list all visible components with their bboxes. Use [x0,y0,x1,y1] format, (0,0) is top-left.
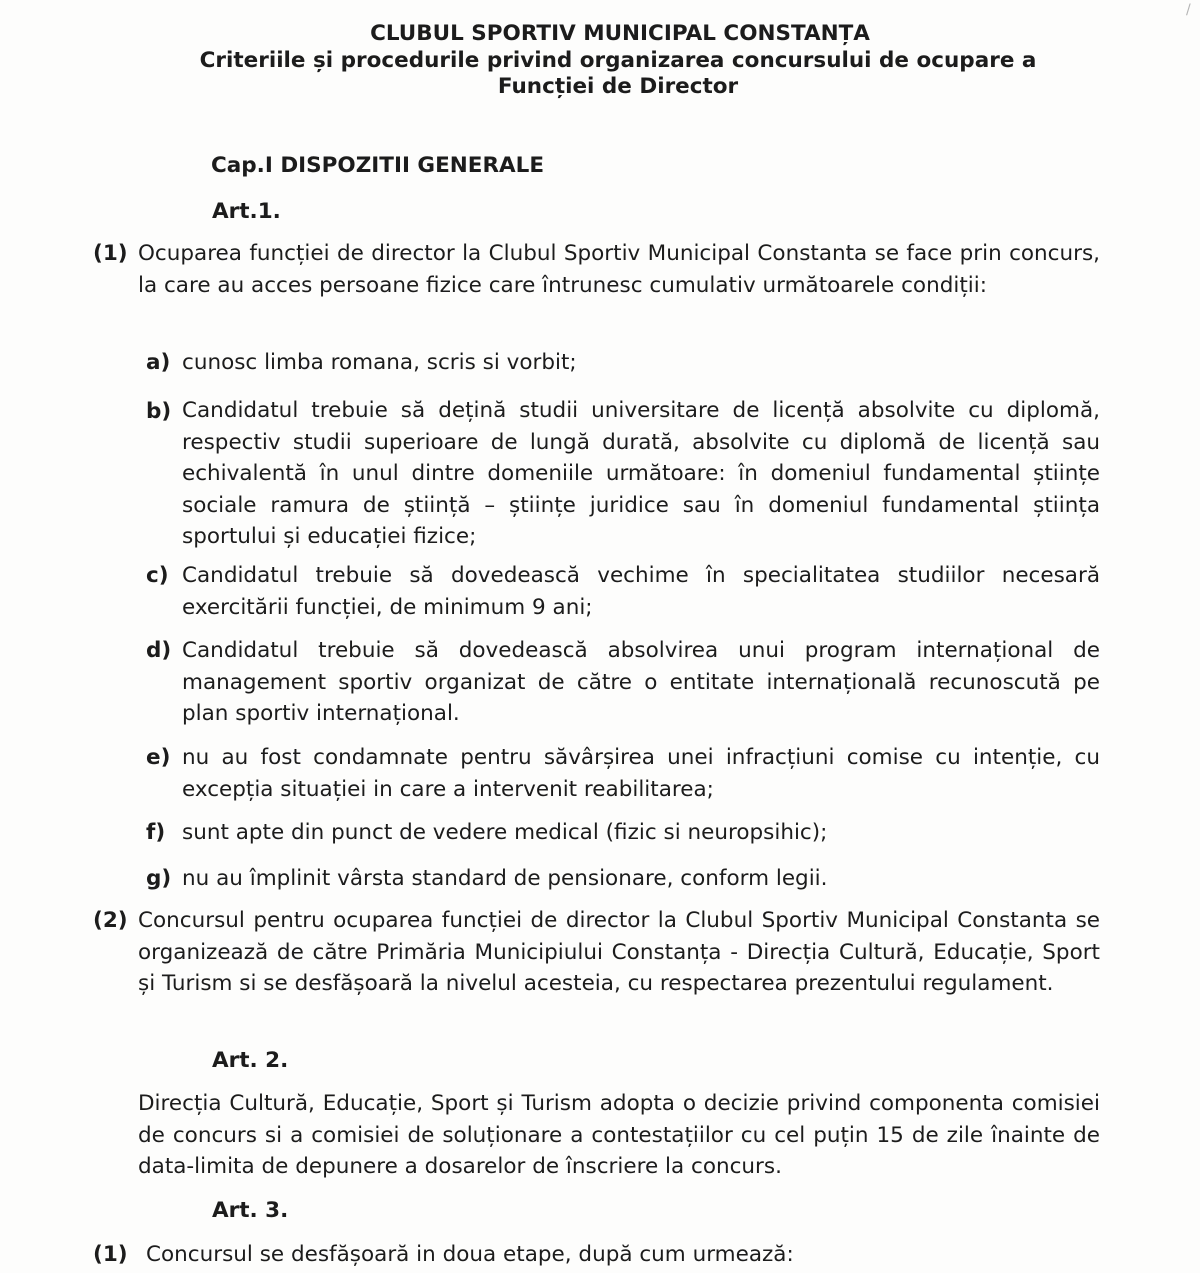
item-letter: d) [146,638,172,663]
art1-para1-number: (1) [93,241,128,266]
scan-mark: / [1186,2,1191,18]
list-item: sunt apte din punct de vedere medical (fizic si neuropsihic); [182,820,828,845]
title-line-1: CLUBUL SPORTIV MUNICIPAL CONSTANȚA [370,21,870,46]
list-item: Candidatul trebuie să dovedească vechime în specialitatea studiilor necesară exercitării funcției, de minimum 9 ani; [182,563,1100,620]
art1-para1-text: Ocuparea funcției de director la Clubul Sportiv Municipal Constanta se face prin concurs, la care au acces persoane fizice care întrunesc cumulativ următoarele condiții: [138,241,1100,298]
list-item: nu au fost condamnate pentru săvârșirea unei infracțiuni comise cu intenție, cu excepția situației in care a intervenit reabilitarea; [182,745,1100,802]
item-letter: b) [146,399,172,424]
art1-para2-text: Concursul pentru ocuparea funcției de director la Clubul Sportiv Municipal Constanta se organizează de către Primăria Municipiului Constanța - Direcția Cultură, Educație, Sport și Turism si se desfășoară la nivelul acesteia, cu respectarea prezentului regulament. [138,908,1100,996]
title-line-3: Funcției de Director [497,74,739,99]
art2-text: Direcția Cultură, Educație, Sport și Turism adopta o decizie privind componenta comisiei de concurs si a comisiei de soluționare a contestațiilor cu cel puțin 15 de zile înainte de data-limita de depunere a dosarelor de înscriere la concurs. [138,1091,1100,1179]
art2-heading: Art. 2. [212,1048,289,1073]
list-item: nu au împlinit vârsta standard de pensionare, conform legii. [182,866,828,891]
item-letter: a) [146,350,171,375]
item-letter: c) [146,563,169,588]
list-item: Candidatul trebuie să dețină studii universitare de licență absolvite cu diplomă, respectiv studii superioare de lungă durată, absolvite cu diplomă de licență sau echivalentă în unul dintre domeniile următoare: în domeniul fundamental științe sociale ramura de știință – științe juridice sau în domeniul fundamental știința sportului și educației fizice; [182,398,1100,549]
item-letter: e) [146,745,171,770]
art3-heading: Art. 3. [212,1198,289,1223]
art3-para1-number: (1) [93,1242,128,1267]
item-letter: g) [146,866,172,891]
chapter-heading: Cap.I DISPOZITII GENERALE [211,153,545,178]
list-item: cunosc limba romana, scris si vorbit; [182,350,577,375]
list-item: Candidatul trebuie să dovedească absolvirea unui program internațional de management sportiv organizat de către o entitate internațională recunoscută pe plan sportiv internațional. [182,638,1100,726]
title-line-2: Criteriile și procedurile privind organizarea concursului de ocupare a [199,48,1037,73]
art1-heading: Art.1. [212,199,281,224]
art1-para2-number: (2) [93,908,128,933]
art3-para1-text: Concursul se desfășoară in doua etape, după cum urmează: [146,1242,794,1267]
item-letter: f) [146,820,166,845]
